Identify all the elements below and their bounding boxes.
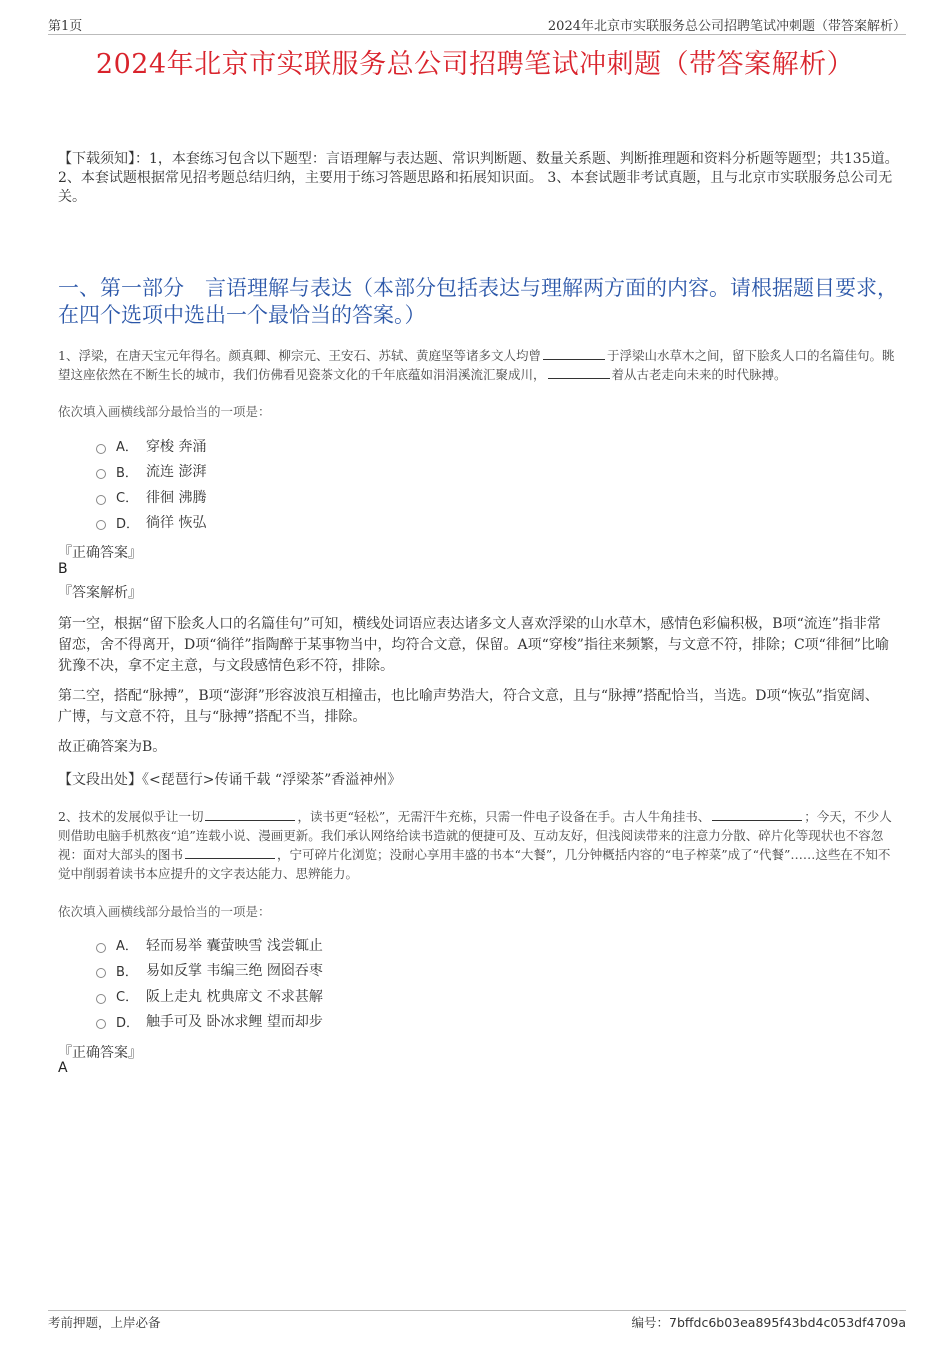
- q1-prompt: 依次填入画横线部分最恰当的一项是：: [58, 404, 271, 419]
- code-value: 7bffdc6b03ea895f43bd4c053df4709a: [669, 1315, 906, 1330]
- q1-source: 【文段出处】《<琵琶行>传诵千载 “浮梁茶”香溢神州》: [58, 772, 402, 788]
- answer-blank: [548, 366, 610, 379]
- radio-icon[interactable]: [96, 1019, 106, 1029]
- radio-icon[interactable]: [96, 520, 106, 530]
- q2-part2: ，读书更“轻松”，无需汗牛充栋，只需一件电子设备在手。古人牛角挂书、: [297, 809, 711, 824]
- q1-analysis-2: 第二空，搭配“脉搏”，B项“澎湃”形容波浪互相撞击，也比喻声势浩大，符合文意，且与“脉搏”搭配恰当，当选。D项“恢弘”指宽阔、广博，与文意不符，且与“脉搏”搭配不当，排除。: [58, 688, 879, 725]
- answer-blank: [185, 846, 275, 859]
- code-label: 编号：: [631, 1315, 670, 1330]
- page-number: 第1页: [48, 19, 83, 34]
- radio-icon[interactable]: [96, 943, 106, 953]
- q2-answer-label: 『正确答案』: [58, 1045, 142, 1061]
- q2-answer: A: [58, 1060, 68, 1076]
- q1-answer: B: [58, 561, 68, 577]
- radio-icon[interactable]: [96, 469, 106, 479]
- document-title: 2024年北京市实联服务总公司招聘笔试冲刺题（带答案解析）: [95, 49, 855, 80]
- radio-icon[interactable]: [96, 968, 106, 978]
- answer-blank: [543, 347, 605, 360]
- answer-blank: [205, 808, 295, 821]
- q1-options: [96, 433, 206, 535]
- page-header: [48, 14, 906, 35]
- download-notice: 【下载须知】：1，本套练习包含以下题型：言语理解与表达题、常识判断题、数量关系题、判断推理题和资料分析题等题型；共135道。 2、本套试题根据常见招考题总结归纳，主要用于练习答题思路和拓展知识面。 3、本套试题非考试真题，且与北京市实联服务总公司无关。: [58, 151, 899, 205]
- radio-icon[interactable]: [96, 994, 106, 1004]
- q1-conclusion: 故正确答案为B。: [58, 739, 167, 755]
- q1-option-b[interactable]: B． 流连 澎湃: [96, 459, 206, 485]
- question-1-text: [58, 346, 900, 384]
- q1-option-a[interactable]: A． 穿梭 奔涌: [96, 433, 206, 459]
- header-doc-title: 2024年北京市实联服务总公司招聘笔试冲刺题（带答案解析）: [547, 19, 906, 34]
- q2-options: [96, 932, 323, 1034]
- q1-analysis-1: 第一空，根据“留下脍炙人口的名篇佳句”可知，横线处词语应表达诸多文人喜欢浮梁的山水草木，感情色彩偏积极，B项“流连”指非常留恋，舍不得离开，D项“徜徉”指陶醉于某事物当中，均符合文意，保留。A项“穿梭”指往来频繁，与文意不符，排除；C项“徘徊”比喻犹豫不决，拿不定主意，与文段感情色彩不符，排除。: [58, 616, 889, 674]
- radio-icon[interactable]: [96, 495, 106, 505]
- q2-option-a[interactable]: A． 轻而易举 囊萤映雪 浅尝辄止: [96, 932, 323, 958]
- q1-part2: 于浮梁山水草木之间，留下脍炙人口的名篇佳句。眺望这座依然在不断生长的城市，我们仿佛看见瓷茶文化的千年底蕴如涓涓溪流汇聚成川，: [58, 348, 895, 382]
- footer-slogan: 考前押题，上岸必备: [48, 1315, 161, 1330]
- q2-part4: ，宁可碎片化浏览；没耐心享用丰盛的书本“大餐”，几分钟概括内容的“电子榨菜”成了“代餐”……这些在不知不觉中削弱着读书本应提升的文字表达能力、思辨能力。: [58, 847, 891, 881]
- q1-option-d[interactable]: D． 徜徉 恢弘: [96, 510, 206, 536]
- footer-divider: [48, 1310, 906, 1311]
- q2-part1: 2、技术的发展似乎让一切: [58, 809, 204, 824]
- radio-icon[interactable]: [96, 444, 106, 454]
- q2-option-c[interactable]: C． 阪上走丸 枕典席文 不求甚解: [96, 983, 323, 1009]
- q1-option-c[interactable]: C． 徘徊 沸腾: [96, 484, 206, 510]
- q1-analysis-label: 『答案解析』: [58, 585, 142, 601]
- q2-prompt: 依次填入画横线部分最恰当的一项是：: [58, 904, 271, 919]
- answer-blank: [712, 808, 802, 821]
- q2-option-d[interactable]: D． 触手可及 卧冰求鲤 望而却步: [96, 1009, 323, 1035]
- q1-part1: 1、浮梁，在唐天宝元年得名。颜真卿、柳宗元、王安石、苏轼、黄庭坚等诸多文人均曾: [58, 348, 541, 363]
- section-heading: 一、第一部分 言语理解与表达（本部分包括表达与理解两方面的内容。请根据题目要求，在四个选项中选出一个最恰当的答案。）: [58, 276, 898, 327]
- footer-code: [632, 1313, 907, 1331]
- q1-part3: 着从古老走向未来的时代脉搏。: [611, 367, 787, 382]
- q2-option-b[interactable]: B． 易如反掌 韦编三绝 囫囵吞枣: [96, 958, 323, 984]
- question-2-text: [58, 807, 900, 883]
- q2-part3: ；今天，不少人则借助电脑手机熬夜“追”连载小说、漫画更新。我们承认网络给读书造就的便捷可及、互动友好，但浅阅读带来的注意力分散、碎片化等现状也不容忽视：面对大部头的图书: [58, 809, 892, 862]
- q1-answer-label: 『正确答案』: [58, 545, 142, 561]
